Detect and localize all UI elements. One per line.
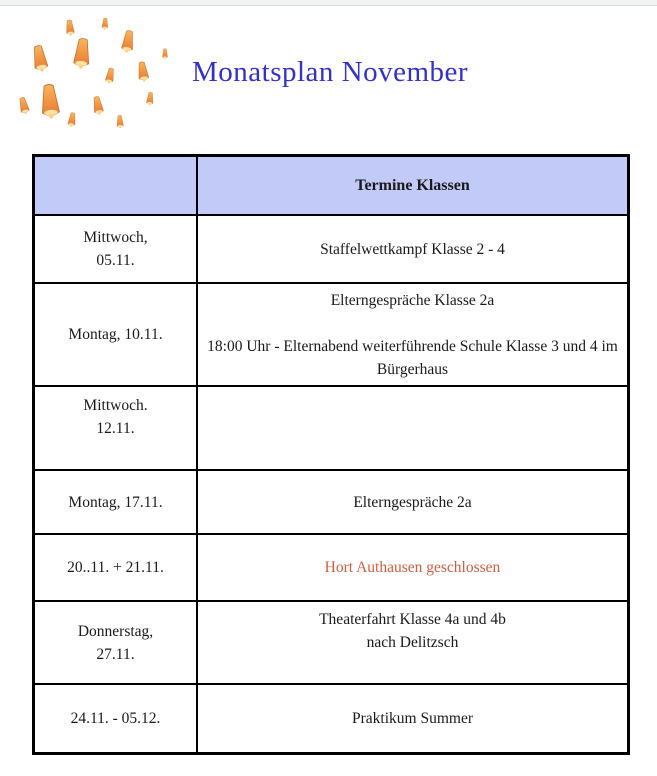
date-cell — [34, 386, 197, 470]
event-cell — [197, 283, 628, 386]
cell-text-line: 05.11. — [96, 252, 135, 269]
cell-text-line: Mittwoch. — [83, 396, 148, 414]
date-cell — [34, 684, 197, 753]
cell-text-line: 24.11. - 05.12. — [70, 710, 161, 727]
cell-text-line: Elterngespräche 2a — [353, 493, 472, 511]
cell-text-line: Hort Authausen geschlossen — [324, 559, 501, 576]
cell-text-line: 20..11. + 21.11. — [67, 559, 164, 576]
cell-text-line — [43, 440, 188, 463]
date-cell — [34, 534, 197, 601]
cell-text-line: Montag, 17.11. — [68, 493, 163, 511]
sky-lanterns-icon — [10, 14, 178, 136]
cell-text-line — [206, 312, 619, 335]
table-row — [34, 215, 628, 283]
event-cell — [197, 601, 628, 684]
table-row — [34, 470, 628, 534]
event-cell — [197, 215, 628, 283]
table-header-date — [34, 156, 197, 215]
table-header-events: Termine Klassen — [197, 156, 628, 215]
schedule-table-body — [34, 215, 628, 753]
table-header-row — [34, 156, 628, 215]
table-row — [34, 534, 628, 601]
table-row — [34, 684, 628, 753]
cell-text-line: Montag, 10.11. — [68, 326, 163, 343]
page-title: Monatsplan November — [192, 56, 469, 88]
cell-text-line: 18:00 Uhr - Elternabend weiterführende Schule Klasse 3 und 4 im Bürgerhaus — [207, 337, 618, 378]
cell-text-line: Mittwoch, — [83, 229, 148, 246]
event-cell — [197, 386, 628, 470]
cell-text-line: Praktikum Summer — [352, 710, 473, 727]
date-cell — [34, 215, 197, 283]
cell-text-line: nach Delitzsch — [366, 634, 459, 651]
event-cell — [197, 684, 628, 753]
event-cell — [197, 470, 628, 534]
table-row — [34, 601, 628, 684]
cell-text-line — [206, 654, 619, 677]
table-row — [34, 283, 628, 386]
cell-text-line: 12.11. — [96, 419, 135, 437]
cell-text-line: Donnerstag, — [77, 622, 154, 640]
cell-text-line: Staffelwettkampf Klasse 2 - 4 — [320, 240, 505, 258]
date-cell — [34, 601, 197, 684]
cell-text-line: Elterngespräche Klasse 2a — [330, 291, 495, 309]
schedule-table — [33, 155, 629, 754]
event-cell — [197, 534, 628, 601]
cell-text-line: 27.11. — [96, 645, 135, 663]
cell-text-line: Theaterfahrt Klasse 4a und 4b — [319, 611, 506, 628]
date-cell — [34, 470, 197, 534]
date-cell — [34, 283, 197, 386]
table-row — [34, 386, 628, 470]
viewport-top-edge — [0, 0, 657, 6]
